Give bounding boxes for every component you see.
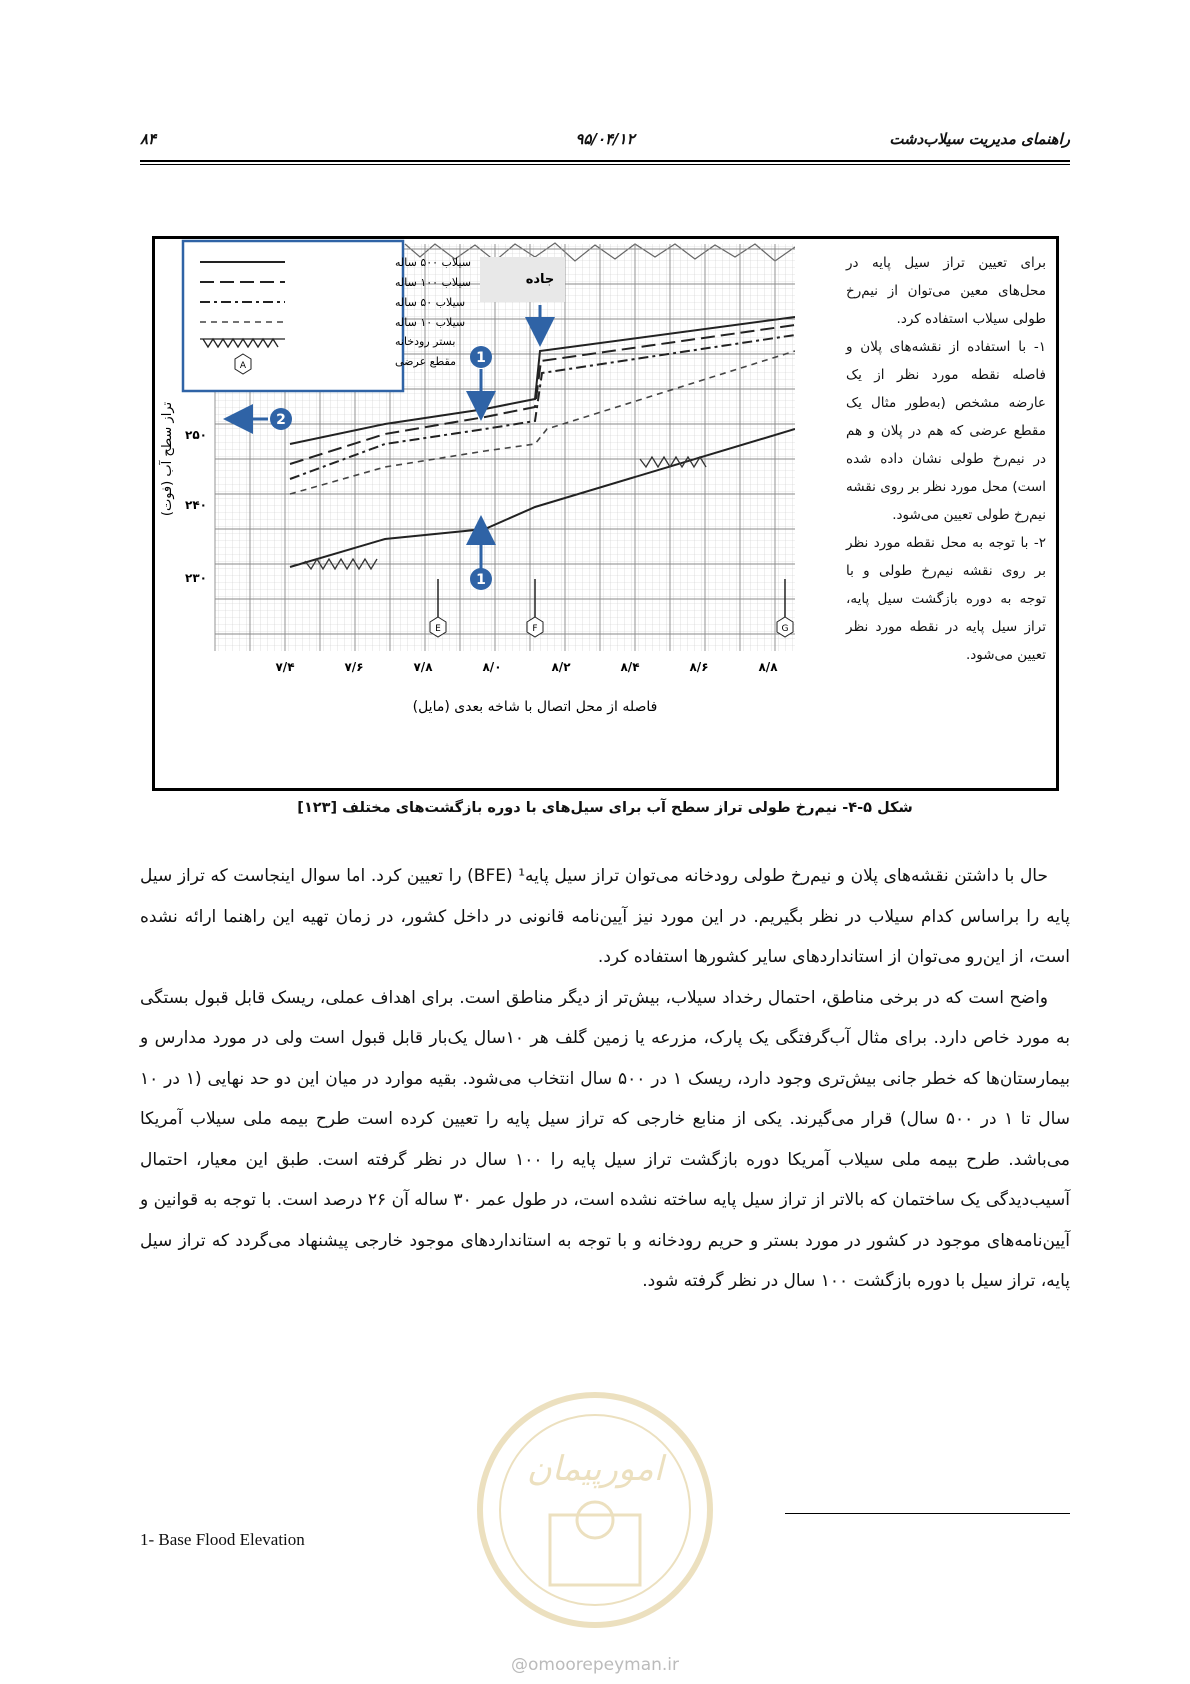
x-axis-label: فاصله از محل اتصال با شاخه بعدی (مایل)	[412, 699, 658, 715]
watermark-logo-text: امورپیمان	[526, 1449, 664, 1489]
watermark-logo	[470, 1385, 720, 1635]
footnote-rule	[785, 1513, 1070, 1514]
legend-box	[183, 241, 403, 391]
paragraph-2: واضح است که در برخی مناطق، احتمال رخداد سیلاب، بیش‌تر از دیگر مناطق است. برای اهداف عملی، ریسک قابل قبول بستگی به مورد خاص دارد. برای مثال آب‌گرفتگی یک پارک، مزرعه یا زمین گلف هر ۱۰سال یک‌بار قابل قبول است ولی در مورد مدارس و بیمارستان‌ها که خطر جانی بیش‌تری وجود دارد، ریسک ۱ در ۵۰۰ سال انتخاب می‌شود. بقیه موارد در میان این دو حد نهایی (۱ در ۱۰ سال تا ۱ در ۵۰۰ سال) قرار می‌گیرند. یکی از منابع خارجی که تراز سیل پایه را تعیین کرده است طرح بیمه ملی سیلاب آمریکا می‌باشد. طرح بیمه ملی سیلاب آمریکا دوره بازگشت تراز سیل پایه را ۱۰۰ سال در نظر گرفته است. طبق این معیار، احتمال آسیب‌دیدگی یک ساختمان که بالاتر از تراز سیل پایه ساخته نشده است، در طول عمر ۳۰ ساله آن ۲۶ درصد است. با توجه به قوانین و آیین‌نامه‌های موجود در کشور در مورد بستر و حریم رودخانه و با توجه به استانداردهای موجود خارجی پیشنهاد می‌گردد که تراز سیل پایه، تراز سیل با دوره بازگشت ۱۰۰ سال در نظر گرفته شود.	[140, 987, 1071, 1291]
x-tick-label: ۸/۸	[758, 660, 778, 674]
legend-section-marker-label: A	[239, 361, 247, 371]
section-marker-g-label: G	[781, 624, 789, 634]
x-tick-label: ۸/۰	[482, 660, 502, 674]
page-number: ۸۴	[140, 130, 157, 148]
y-axis-label: تراز سطح آب (فوت)	[160, 401, 175, 517]
watermark-site: @omoorepeyman.ir	[510, 1655, 680, 1675]
header-title: راهنمای مدیریت سیلاب‌دشت	[889, 130, 1070, 148]
legend-10yr: سیلاب ۱۰ ساله	[395, 316, 466, 329]
header-rule-thin	[140, 164, 1070, 165]
x-tick-label: ۸/۲	[551, 660, 571, 674]
legend-cross-section: مقطع عرضی	[395, 355, 456, 368]
road-label: جاده	[525, 272, 555, 287]
figure-side-text	[846, 249, 1046, 669]
x-tick-label: ۷/۸	[413, 660, 433, 674]
profile-chart	[155, 239, 795, 739]
header-date: ۹۵/۰۴/۱۲	[575, 130, 635, 148]
footnote: 1- Base Flood Elevation	[140, 1530, 305, 1549]
figure-caption: شکل ۵-۴- نیم‌رخ طولی تراز سطح آب برای سیل‌های با دوره بازگشت‌های مختلف [۱۲۳]	[297, 800, 913, 816]
y-tick-230: ۲۳۰	[185, 571, 207, 585]
section-marker-f-label: F	[532, 624, 538, 634]
legend-riverbed: بستر رودخانه	[395, 335, 456, 348]
step-1-lower-label: 1	[476, 572, 486, 588]
page-header	[140, 130, 1070, 164]
legend-100yr: سیلاب ۱۰۰ ساله	[395, 276, 472, 289]
y-tick-240: ۲۴۰	[185, 498, 207, 512]
step-1-upper-label: 1	[476, 350, 486, 366]
paragraph-1: حال با داشتن نقشه‌های پلان و نیم‌رخ طولی رودخانه می‌توان تراز سیل پایه¹ (BFE) را تعیین کرد. اما سوال اینجاست که تراز سیل پایه را براساس کدام سیلاب در نظر بگیریم. در این مورد نیز آیین‌نامه قانونی در داخل کشور، در زمان تهیه این راهنما ارائه نشده است، از این‌رو می‌توان از استانداردهای سایر کشورها استفاده کرد.	[140, 866, 1070, 967]
side-text-intro: برای تعیین تراز سیل پایه در محل‌های معین می‌توان از نیم‌رخ طولی سیلاب استفاده کرد.	[846, 255, 1046, 327]
x-tick-label: ۸/۶	[689, 660, 709, 674]
legend-50yr: سیلاب ۵۰ ساله	[395, 296, 466, 309]
x-tick-label: ۷/۶	[344, 660, 364, 674]
section-marker-e-label: E	[435, 624, 441, 634]
y-tick-250: ۲۵۰	[185, 428, 207, 442]
step-2-label: 2	[276, 412, 286, 428]
figure-box	[152, 236, 1059, 791]
x-tick-label: ۷/۴	[275, 660, 295, 674]
side-text-step-2: ۲- با توجه به محل نقطه مورد نظر بر روی نقشه نیم‌رخ طولی و با توجه به دوره بازگشت سیل پایه، تراز سیل پایه در نقطه مورد نظر تعیین می‌شود.	[846, 535, 1046, 663]
x-tick-label: ۸/۴	[620, 660, 640, 674]
x-axis-ticks	[275, 660, 778, 674]
legend-500yr: سیلاب ۵۰۰ ساله	[395, 256, 472, 269]
side-text-step-1: ۱- با استفاده از نقشه‌های پلان و فاصله نقطه مورد نظر از یک عارضه مشخص (به‌طور مثال یک مقطع عرضی که هم در پلان و هم در نیم‌رخ طولی نشان داده شده است) محل مورد نظر بر روی نقشه نیم‌رخ طولی تعیین می‌شود.	[846, 339, 1046, 523]
header-rule	[140, 160, 1070, 162]
body-text	[140, 856, 1070, 1302]
